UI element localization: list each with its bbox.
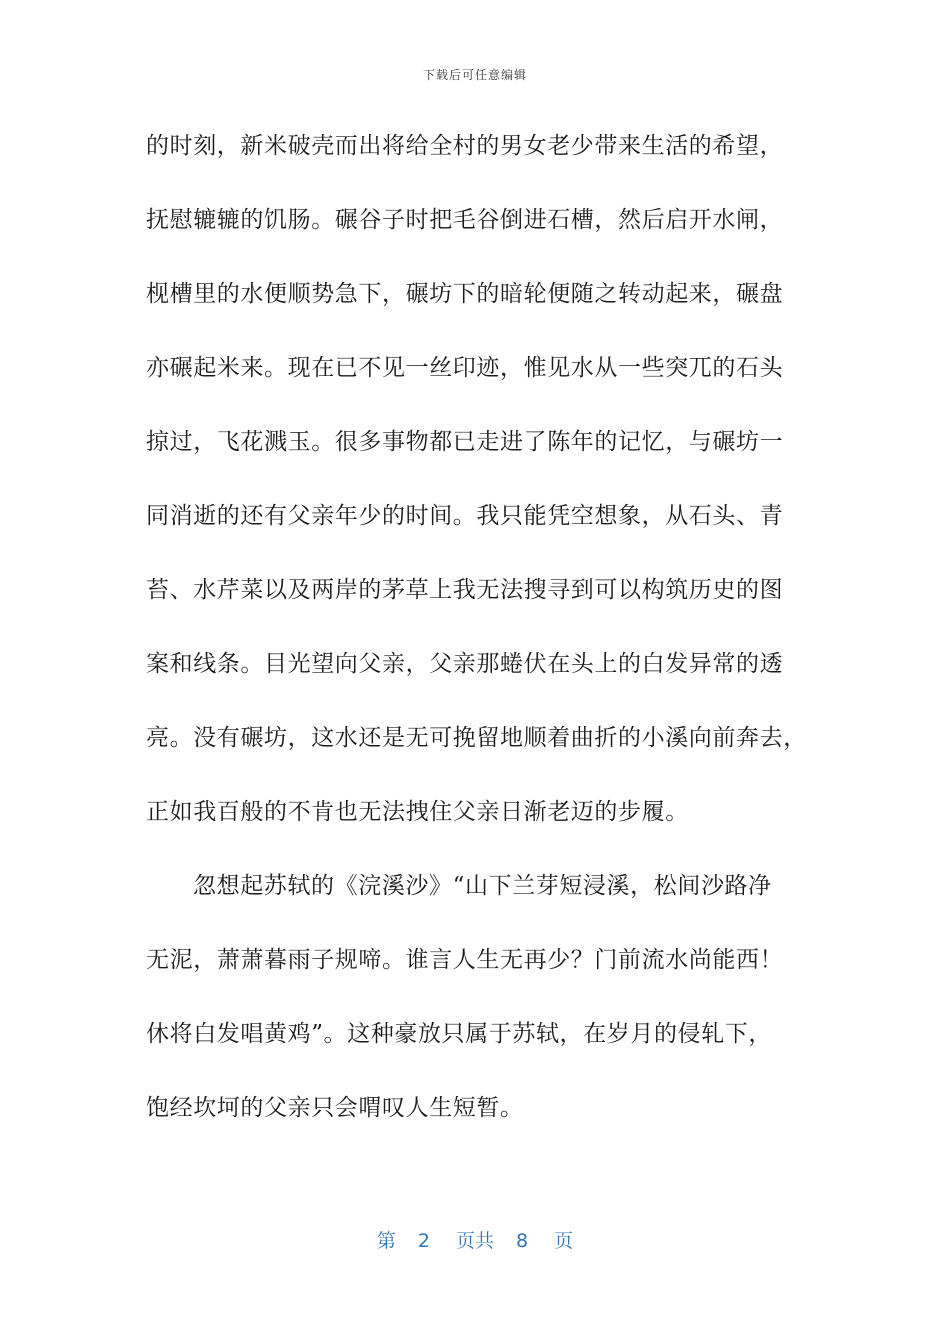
text-line: 抚慰辘辘的饥肠。碾谷子时把毛谷倒进石槽，然后启开水闸， [146, 207, 784, 233]
page-footer [0, 1226, 950, 1253]
text-line: 苔、水芹菜以及两岸的茅草上我无法搜寻到可以构筑历史的图 [146, 577, 784, 603]
text-line: 饱经坎坷的父亲只会喟叹人生短暂。 [146, 1095, 524, 1121]
footer-suffix: 页 [554, 1230, 574, 1252]
header-note: 下载后可任意编辑 [422, 68, 527, 82]
document-body [146, 126, 806, 1162]
text-line: 枧槽里的水便顺势急下，碾坊下的暗轮便随之转动起来，碾盘 [146, 281, 784, 307]
text-line: 正如我百般的不肯也无法拽住父亲日渐老迈的步履。 [146, 799, 689, 825]
paragraph-start-line: 忽想起苏轼的《浣溪沙》“山下兰芽短浸溪，松间沙路净 [193, 873, 772, 899]
text-line: 案和线条。目光望向父亲，父亲那蜷伏在头上的白发异常的透 [146, 651, 784, 677]
text-line: 亦碾起米来。现在已不见一丝印迹，惟见水从一些突兀的石头 [146, 355, 784, 381]
total-pages-number: 8 [516, 1230, 529, 1252]
footer-middle: 页共 [455, 1230, 494, 1252]
text-line: 休将白发唱黄鸡”。这种豪放只属于苏轼，在岁月的侵轧下， [146, 1021, 772, 1047]
footer-prefix: 第 [376, 1230, 396, 1252]
text-line: 同消逝的还有父亲年少的时间。我只能凭空想象，从石头、青 [146, 503, 784, 529]
text-line: 的时刻，新米破壳而出将给全村的男女老少带来生活的希望， [146, 133, 784, 159]
text-line: 亮。没有碾坊，这水还是无可挽留地顺着曲折的小溪向前奔去， [146, 725, 807, 751]
current-page-number: 2 [417, 1230, 430, 1252]
text-line: 掠过，飞花溅玉。很多事物都已走进了陈年的记忆，与碾坊一 [146, 429, 784, 455]
text-line: 无泥，萧萧暮雨子规啼。谁言人生无再少？门前流水尚能西！ [146, 947, 784, 973]
